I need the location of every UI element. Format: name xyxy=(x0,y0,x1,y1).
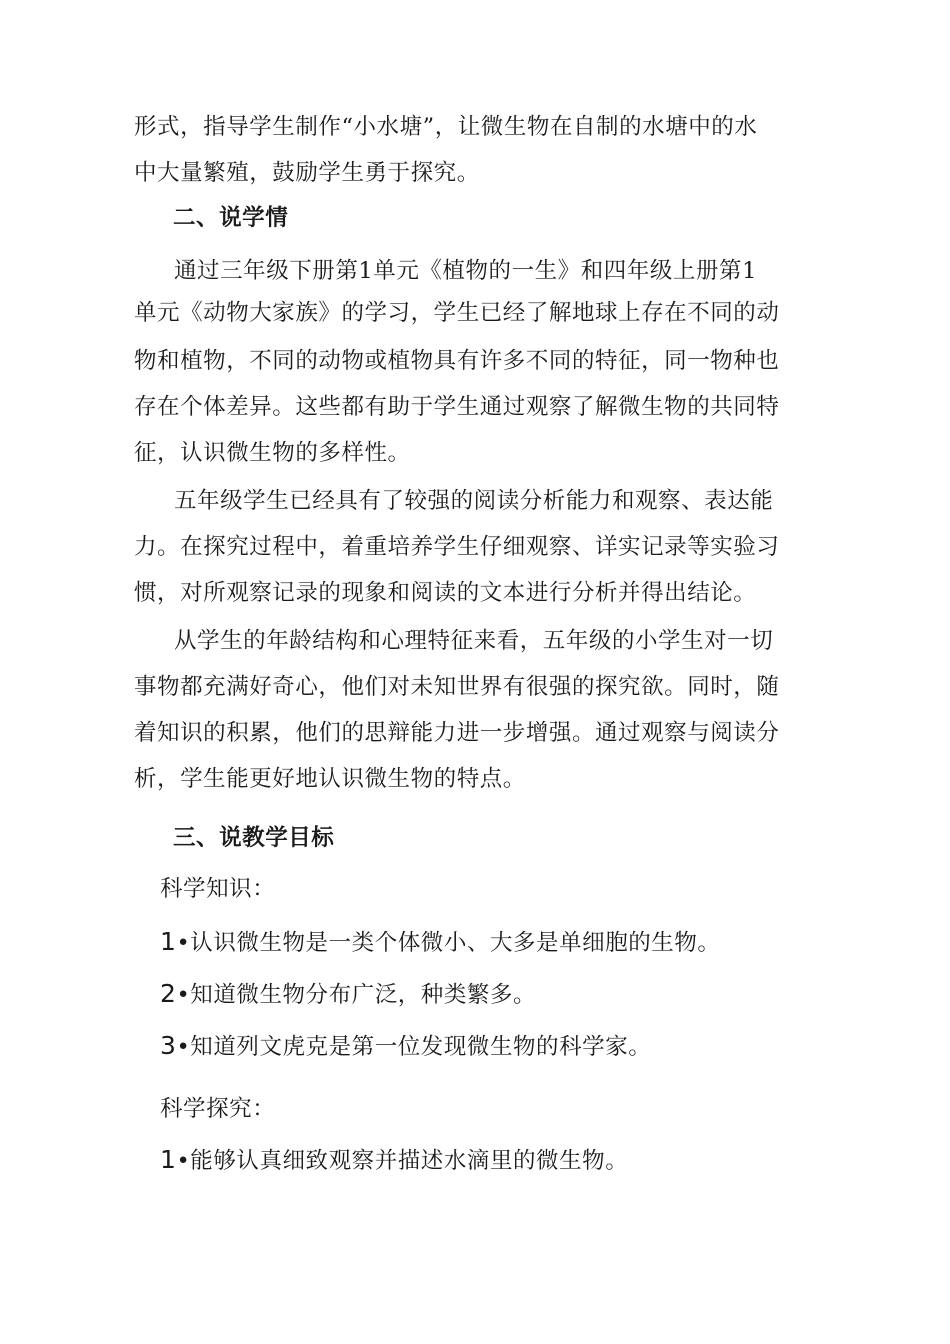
paragraph-line: 物和植物，不同的动物或植物具有许多不同的特征，同一物种也 xyxy=(134,348,780,374)
paragraph-line: 析，学生能更好地认识微生物的特点。 xyxy=(134,766,526,792)
list-text: •认识微生物是一类个体微小、大多是单细胞的生物。 xyxy=(176,930,721,956)
paragraph-line: 征，认识微生物的多样性。 xyxy=(134,440,411,466)
list-text: •知道微生物分布广泛，种类繁多。 xyxy=(176,982,537,1008)
list-item xyxy=(160,1145,860,1176)
paragraph-line: 惯，对所观察记录的现象和阅读的文本进行分析并得出结论。 xyxy=(134,580,757,606)
paragraph-line: 着知识的积累，他们的思辩能力进一步增强。通过观察与阅读分 xyxy=(134,720,780,746)
list-number: 1 xyxy=(160,1145,177,1174)
paragraph-line: 从学生的年龄结构和心理特征来看，五年级的小学生对一切 xyxy=(174,628,774,654)
list-text: •知道列文虎克是第一位发现微生物的科学家。 xyxy=(176,1034,652,1060)
paragraph-line: 五年级学生已经具有了较强的阅读分析能力和观察、表达能 xyxy=(174,488,774,514)
list-item xyxy=(160,927,860,958)
intro-line-1: 形式，指导学生制作“小水塘”，让微生物在自制的水塘中的水 xyxy=(134,114,758,140)
paragraph-text: 通过三年级下册第1单元《植物的一生》和四年级上册第1 xyxy=(174,258,757,284)
intro-line-2: 中大量繁殖，鼓励学生勇于探究。 xyxy=(134,160,480,186)
list-item xyxy=(160,1031,860,1062)
paragraph-line: 力。在探究过程中，着重培养学生仔细观察、详实记录等实验习 xyxy=(134,534,780,560)
list-text: •能够认真细致观察并描述水滴里的微生物。 xyxy=(176,1148,629,1174)
paragraph-line: 事物都充满好奇心，他们对未知世界有很强的探究欲。同时，随 xyxy=(134,674,780,700)
paragraph-line: 存在个体差异。这些都有助于学生通过观察了解微生物的共同特 xyxy=(134,394,780,420)
list-number: 3 xyxy=(160,1031,177,1060)
section-heading-teaching-goals: 三、说教学目标 xyxy=(173,825,335,851)
paragraph-line xyxy=(174,256,874,286)
list-number: 2 xyxy=(160,979,177,1008)
subheading-science-knowledge: 科学知识： xyxy=(160,876,276,902)
subheading-science-inquiry: 科学探究： xyxy=(160,1096,276,1122)
section-heading-learning-situation: 二、说学情 xyxy=(173,205,289,231)
list-item xyxy=(160,979,860,1010)
paragraph-line: 单元《动物大家族》的学习，学生已经了解地球上存在不同的动 xyxy=(134,300,780,326)
list-number: 1 xyxy=(160,927,177,956)
